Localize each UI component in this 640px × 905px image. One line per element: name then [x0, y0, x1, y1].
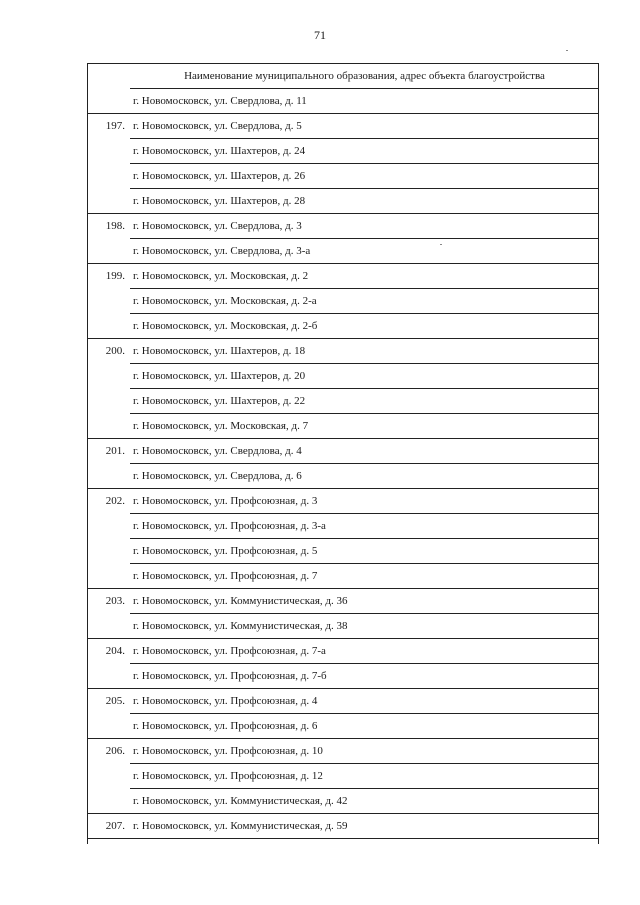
- row-address: г. Новомосковск, ул. Свердлова, д. 4: [130, 439, 599, 464]
- row-address: г. Новомосковск, ул. Шахтеров, д. 22: [130, 389, 599, 414]
- row-address: г. Новомосковск, ул. Московская, д. 2-а: [130, 289, 599, 314]
- row-address: г. Новомосковск, ул. Профсоюзная, д. 12: [130, 764, 599, 789]
- row-number: [87, 564, 130, 589]
- row-number: 205.: [87, 689, 130, 714]
- row-number: [87, 289, 130, 314]
- row-address: г. Новомосковск, ул. Профсоюзная, д. 3: [130, 489, 599, 514]
- row-number: [87, 714, 130, 739]
- row-address: г. Новомосковск, ул. Коммунистическая, д. 36: [130, 589, 599, 614]
- table-row: [87, 614, 599, 639]
- row-address: г. Новомосковск, ул. Шахтеров, д. 18: [130, 339, 599, 364]
- row-number: 202.: [87, 489, 130, 514]
- row-number: [87, 789, 130, 814]
- table-row: [87, 339, 599, 364]
- table-row: [87, 814, 599, 839]
- table-row: [87, 239, 599, 264]
- table-row: [87, 214, 599, 239]
- row-number: 203.: [87, 589, 130, 614]
- row-address: г. Новомосковск, ул. Профсоюзная, д. 5: [130, 539, 599, 564]
- row-number: [87, 664, 130, 689]
- table-row: [87, 264, 599, 289]
- row-number: 198.: [87, 214, 130, 239]
- page-number: 71: [314, 28, 326, 42]
- table-row: [87, 289, 599, 314]
- row-number: [87, 514, 130, 539]
- table-row: [87, 739, 599, 764]
- scan-speck: [440, 244, 442, 245]
- table-row: [87, 764, 599, 789]
- table-row: [87, 414, 599, 439]
- row-number: [87, 414, 130, 439]
- table-row: [87, 589, 599, 614]
- row-address: г. Новомосковск, ул. Московская, д. 2: [130, 264, 599, 289]
- row-number: 201.: [87, 439, 130, 464]
- address-table: [87, 63, 599, 839]
- row-number: 206.: [87, 739, 130, 764]
- row-number: [87, 389, 130, 414]
- row-address: г. Новомосковск, ул. Шахтеров, д. 24: [130, 139, 599, 164]
- row-address: г. Новомосковск, ул. Профсоюзная, д. 3-а: [130, 514, 599, 539]
- row-number: [87, 364, 130, 389]
- row-address: г. Новомосковск, ул. Свердлова, д. 5: [130, 114, 599, 139]
- row-number: [87, 239, 130, 264]
- table-row: [87, 314, 599, 339]
- row-number: [87, 189, 130, 214]
- table-row: [87, 364, 599, 389]
- table-right-border: [598, 63, 599, 844]
- table-body: [87, 64, 599, 839]
- row-address: г. Новомосковск, ул. Шахтеров, д. 28: [130, 189, 599, 214]
- row-address: г. Новомосковск, ул. Профсоюзная, д. 10: [130, 739, 599, 764]
- row-address: г. Новомосковск, ул. Коммунистическая, д. 59: [130, 814, 599, 839]
- row-address: г. Новомосковск, ул. Шахтеров, д. 20: [130, 364, 599, 389]
- row-address: г. Новомосковск, ул. Московская, д. 7: [130, 414, 599, 439]
- row-number: 204.: [87, 639, 130, 664]
- table-row: [87, 689, 599, 714]
- row-address: г. Новомосковск, ул. Профсоюзная, д. 7-а: [130, 639, 599, 664]
- row-address: г. Новомосковск, ул. Свердлова, д. 11: [130, 89, 599, 114]
- row-address: г. Новомосковск, ул. Профсоюзная, д. 7: [130, 564, 599, 589]
- row-number: [87, 614, 130, 639]
- table-row: [87, 389, 599, 414]
- table-left-border: [87, 63, 88, 844]
- table-row: [87, 664, 599, 689]
- row-number: 207.: [87, 814, 130, 839]
- row-number: [87, 89, 130, 114]
- row-number: [87, 139, 130, 164]
- row-number: [87, 539, 130, 564]
- row-address: г. Новомосковск, ул. Коммунистическая, д. 42: [130, 789, 599, 814]
- row-number: [87, 164, 130, 189]
- scan-speck: [566, 50, 568, 51]
- table-row: [87, 139, 599, 164]
- row-number: [87, 764, 130, 789]
- table-header-row: [87, 64, 599, 89]
- row-number: 197.: [87, 114, 130, 139]
- table-row: [87, 89, 599, 114]
- row-address: г. Новомосковск, ул. Профсоюзная, д. 7-б: [130, 664, 599, 689]
- table-row: [87, 439, 599, 464]
- header-num-cell: [87, 64, 130, 89]
- table-header-title: Наименование муниципального образования, адрес объекта благоустройства: [130, 64, 599, 89]
- table-row: [87, 489, 599, 514]
- table-row: [87, 714, 599, 739]
- row-number: [87, 464, 130, 489]
- table-row: [87, 789, 599, 814]
- row-address: г. Новомосковск, ул. Свердлова, д. 3-а: [130, 239, 599, 264]
- row-address: г. Новомосковск, ул. Свердлова, д. 3: [130, 214, 599, 239]
- table-row: [87, 114, 599, 139]
- row-address: г. Новомосковск, ул. Московская, д. 2-б: [130, 314, 599, 339]
- row-number: [87, 314, 130, 339]
- table-row: [87, 189, 599, 214]
- table-row: [87, 464, 599, 489]
- table-row: [87, 639, 599, 664]
- table-row: [87, 514, 599, 539]
- row-address: г. Новомосковск, ул. Коммунистическая, д. 38: [130, 614, 599, 639]
- row-address: г. Новомосковск, ул. Свердлова, д. 6: [130, 464, 599, 489]
- row-address: г. Новомосковск, ул. Шахтеров, д. 26: [130, 164, 599, 189]
- row-address: г. Новомосковск, ул. Профсоюзная, д. 4: [130, 689, 599, 714]
- row-number: 199.: [87, 264, 130, 289]
- table-row: [87, 539, 599, 564]
- table-row: [87, 564, 599, 589]
- row-address: г. Новомосковск, ул. Профсоюзная, д. 6: [130, 714, 599, 739]
- table-row: [87, 164, 599, 189]
- row-number: 200.: [87, 339, 130, 364]
